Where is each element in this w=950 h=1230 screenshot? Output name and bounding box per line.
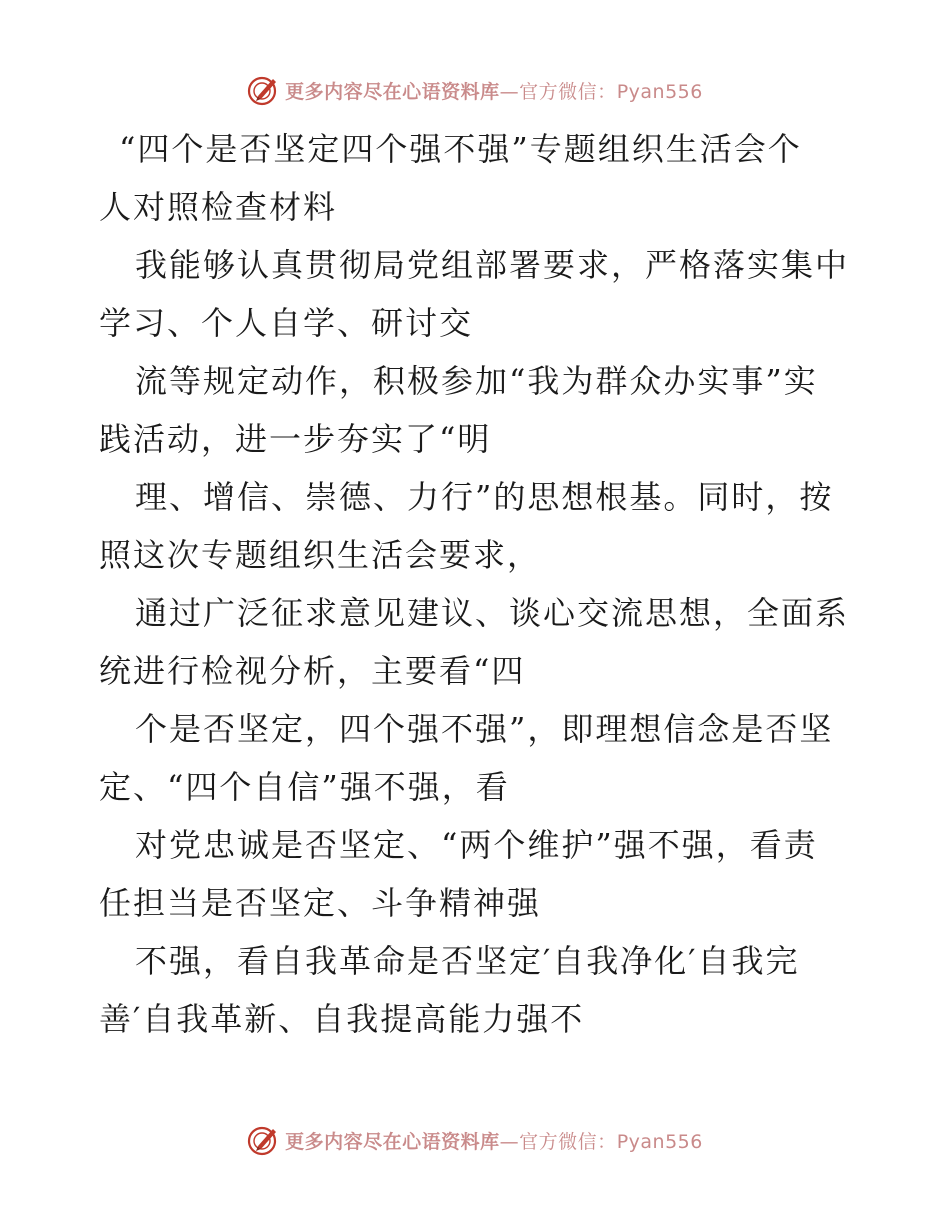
body-paragraph bbox=[99, 816, 859, 932]
document-body bbox=[99, 120, 859, 1048]
watermark-separator: — bbox=[499, 1130, 520, 1153]
watermark-wechat-label: 官方微信： bbox=[519, 80, 617, 103]
body-paragraph bbox=[99, 932, 859, 1048]
footer-watermark bbox=[0, 1120, 950, 1160]
body-paragraph bbox=[99, 700, 859, 816]
paragraph-line: 统进行检视分析，主要看“四 bbox=[99, 652, 526, 690]
document-title bbox=[99, 120, 859, 236]
paragraph-line: 照这次专题组织生活会要求， bbox=[99, 536, 542, 574]
paragraph-line: 通过广泛征求意见建议、谈心交流思想，全面系 bbox=[135, 594, 850, 632]
paragraph-line: 践活动，进一步夯实了“明 bbox=[99, 420, 492, 458]
paragraph-line: 不强，看自我革命是否坚定′自我净化′自我完 bbox=[135, 942, 800, 980]
watermark-text bbox=[285, 1127, 703, 1154]
header-watermark bbox=[0, 70, 950, 110]
watermark-separator: — bbox=[499, 80, 520, 103]
title-line: “四个是否坚定四个强不强”专题组织生活会个 bbox=[119, 130, 802, 168]
watermark-text bbox=[285, 77, 703, 104]
paragraph-line: 定、“四个自信”强不强，看 bbox=[99, 768, 510, 806]
watermark-content bbox=[247, 74, 703, 106]
watermark-brand: 更多内容尽在心语资料库 bbox=[285, 1130, 500, 1153]
pen-seal-logo-icon bbox=[247, 74, 279, 106]
paragraph-line: 学习、个人自学、研讨交 bbox=[99, 304, 474, 342]
paragraph-line: 任担当是否坚定、斗争精神强 bbox=[99, 884, 542, 922]
paragraph-line: 流等规定动作，积极参加“我为群众办实事”实 bbox=[135, 362, 818, 400]
body-paragraph bbox=[99, 352, 859, 468]
watermark-wechat-id: Pyan556 bbox=[616, 80, 703, 103]
body-paragraph bbox=[99, 584, 859, 700]
title-line: 人对照检查材料 bbox=[99, 188, 338, 226]
paragraph-line: 我能够认真贯彻局党组部署要求，严格落实集中 bbox=[135, 246, 850, 284]
watermark-wechat-id: Pyan556 bbox=[616, 1130, 703, 1153]
pen-seal-logo-icon bbox=[247, 1124, 279, 1156]
paragraph-line: 对党忠诚是否坚定、“两个维护”强不强，看责 bbox=[135, 826, 818, 864]
paragraph-line: 个是否坚定，四个强不强”，即理想信念是否坚 bbox=[135, 710, 834, 748]
paragraph-line: 理、增信、崇德、力行”的思想根基。同时，按 bbox=[135, 478, 834, 516]
body-paragraph bbox=[99, 468, 859, 584]
body-paragraph bbox=[99, 236, 859, 352]
watermark-wechat-label: 官方微信： bbox=[519, 1130, 617, 1153]
paragraph-line: 善′自我革新、自我提高能力强不 bbox=[99, 1000, 585, 1038]
watermark-brand: 更多内容尽在心语资料库 bbox=[285, 80, 500, 103]
watermark-content bbox=[247, 1124, 703, 1156]
